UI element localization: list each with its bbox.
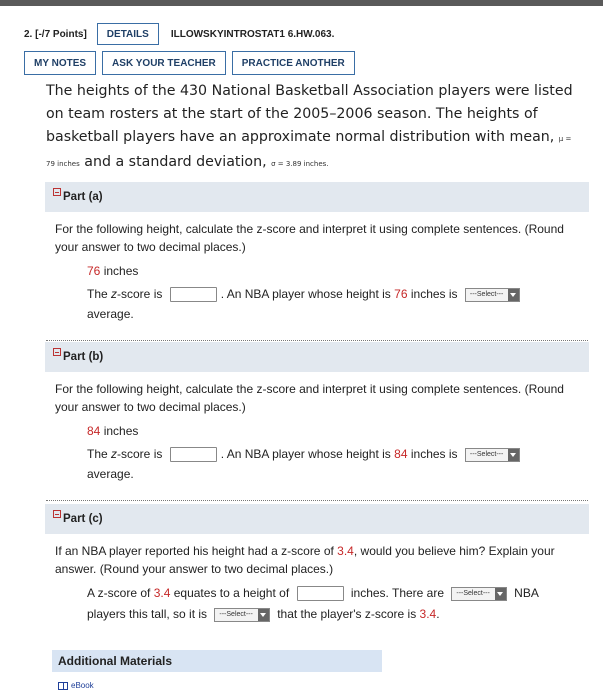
- part-b-height: 84 inches: [87, 424, 139, 438]
- part-c: [45, 504, 589, 623]
- mean-symbol: μ = 79 inches: [46, 135, 572, 168]
- part-b: [45, 342, 589, 483]
- additional-materials-header: Additional Materials: [52, 650, 382, 672]
- details-button[interactable]: DETAILS: [97, 23, 159, 45]
- dropdown-arrow-icon: [495, 588, 506, 600]
- question-intro: The heights of the 430 National Basketball Association players were listed on team rosters at the start of the 2005–2006 season. The heights of basketball players have an approximate normal distribution with mean, μ = 79 inches and a standard deviation, σ = 3.89 inches.: [46, 83, 573, 170]
- part-c-line1: A z-score of 3.4 equates to a height of inches. There are ---Select--- NBA: [87, 586, 539, 600]
- part-c-header[interactable]: Part (c): [45, 504, 589, 534]
- practice-another-button[interactable]: PRACTICE ANOTHER: [232, 51, 355, 75]
- z-score-input[interactable]: [170, 447, 217, 462]
- height-input[interactable]: [297, 586, 344, 601]
- my-notes-button[interactable]: MY NOTES: [24, 51, 96, 75]
- collapse-icon[interactable]: [53, 188, 61, 196]
- dropdown-arrow-icon: [508, 289, 519, 301]
- part-b-answer-line: The z-score is . An NBA player whose height is 84 inches is ---Select---: [55, 445, 589, 463]
- collapse-icon[interactable]: [53, 510, 61, 518]
- sd-symbol: σ = 3.89 inches.: [271, 160, 329, 168]
- action-buttons: [24, 51, 355, 75]
- z-score-input[interactable]: [170, 287, 217, 302]
- collapse-icon[interactable]: [53, 348, 61, 356]
- question-id: ILLOWSKYINTROSTAT1 6.HW.063.: [170, 28, 335, 40]
- dropdown-arrow-icon: [508, 449, 519, 461]
- part-a-header[interactable]: Part (a): [45, 182, 589, 212]
- top-bar: [0, 0, 603, 6]
- part-a-instruction: For the following height, calculate the z-score and interpret it using complete sentences. (Round your answer to two decimal places.): [55, 222, 564, 254]
- part-b-tail: average.: [87, 467, 134, 481]
- likelihood-select[interactable]: ---Select---: [214, 608, 269, 622]
- question-number: 2. [-/7 Points]: [24, 28, 87, 40]
- part-b-header[interactable]: Part (b): [45, 342, 589, 372]
- part-a-tail: average.: [87, 307, 134, 321]
- book-icon: [58, 682, 68, 690]
- part-c-line2: players this tall, so it is ---Select--- that the player's z-score is 3.4.: [87, 607, 440, 621]
- ebook-link[interactable]: eBook: [58, 681, 94, 690]
- ask-teacher-button[interactable]: ASK YOUR TEACHER: [102, 51, 226, 75]
- divider: [46, 500, 588, 501]
- part-a-height: 76 inches: [87, 264, 139, 278]
- comparison-select[interactable]: ---Select---: [465, 288, 520, 302]
- question-header: [24, 22, 334, 46]
- part-a: [45, 182, 589, 323]
- dropdown-arrow-icon: [258, 609, 269, 621]
- part-c-instruction: If an NBA player reported his height had a z-score of 3.4, would you believe him? Explain your answer. (Round your answer to two decimal places.): [55, 544, 555, 576]
- comparison-select[interactable]: ---Select---: [465, 448, 520, 462]
- divider: [46, 340, 588, 341]
- count-select[interactable]: ---Select---: [451, 587, 506, 601]
- part-b-instruction: For the following height, calculate the z-score and interpret it using complete sentences. (Round your answer to two decimal places.): [55, 382, 564, 414]
- part-a-answer-line: The z-score is . An NBA player whose height is 76 inches is ---Select---: [55, 285, 589, 303]
